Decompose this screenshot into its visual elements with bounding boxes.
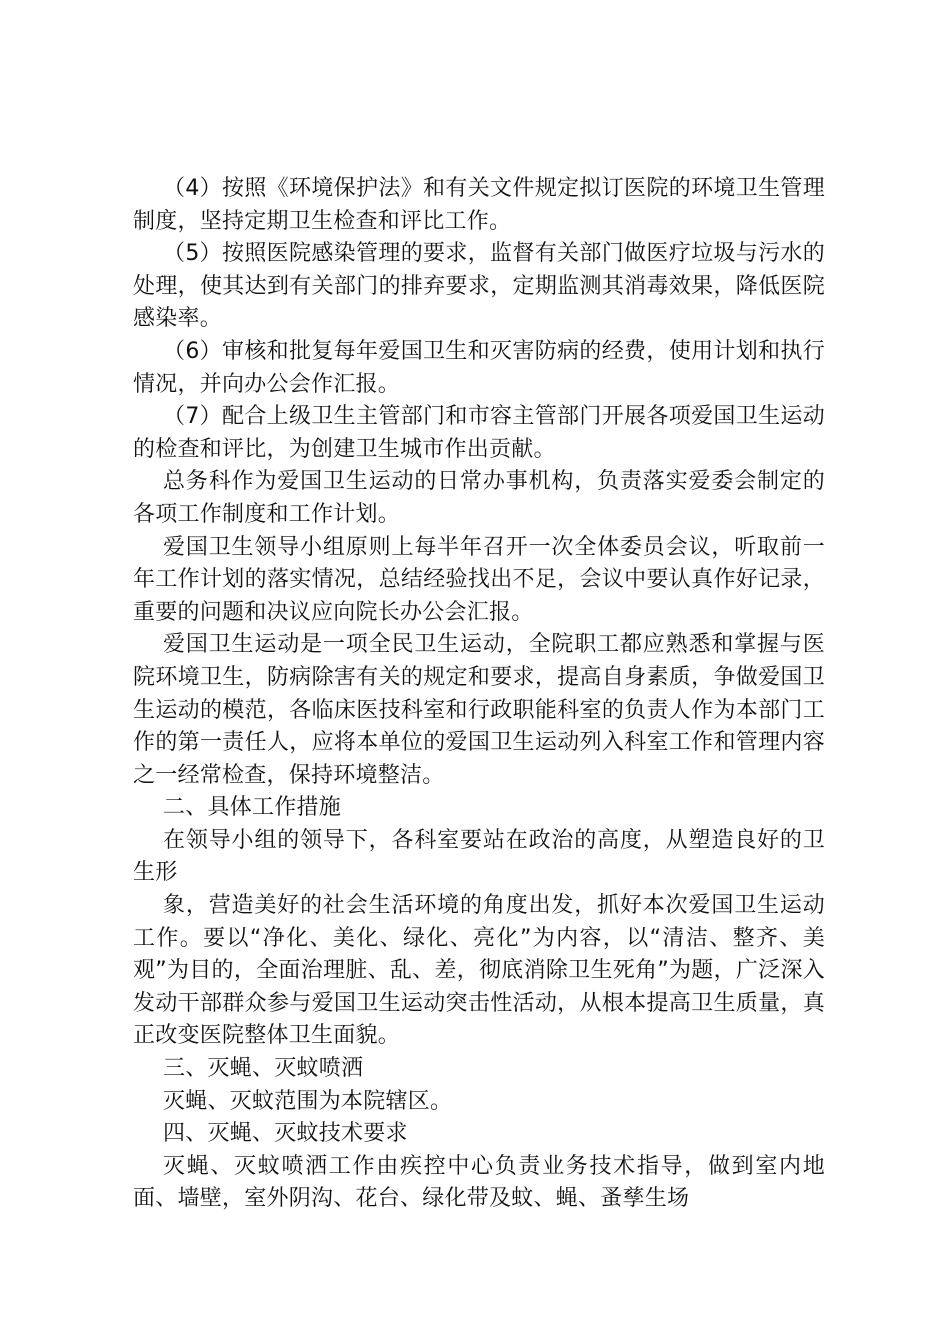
clause-7-paragraph: （7）配合上级卫生主管部门和市容主管部门开展各项爱国卫生运动的检查和评比，为创建卫生城市作出贡献。 <box>133 404 825 462</box>
section-2-body-paragraph: 象，营造美好的社会生活环境的角度出发，抓好本次爱国卫生运动工作。要以“净化、美化、绿化、亮化”为内容，以“清洁、整齐、美观”为目的，全面治理脏、乱、差，彻底消除卫生死角”为题，广泛深入发动干部群众参与爱国卫生运动突击性活动，从根本提高卫生质量，真正改变医院整体卫生面貌。 <box>133 893 825 1049</box>
clause-5-paragraph: （5）按照医院感染管理的要求，监督有关部门做医疗垃圾与污水的处理，使其达到有关部门的排弃要求，定期监测其消毒效果，降低医院感染率。 <box>133 241 825 332</box>
section-2-intro-paragraph: 在领导小组的领导下，各科室要站在政治的高度，从塑造良好的卫生形 <box>133 827 825 886</box>
general-affairs-paragraph: 总务科作为爱国卫生运动的日常办事机构，负责落实爱委会制定的各项工作制度和工作计划。 <box>133 469 825 527</box>
document-page <box>133 173 825 1216</box>
clause-4-paragraph: （4）按照《环境保护法》和有关文件规定拟订医院的环境卫生管理制度，坚持定期卫生检查和评比工作。 <box>133 176 825 234</box>
section-3-body-paragraph: 灭蝇、灭蚊范围为本院辖区。 <box>163 1088 453 1114</box>
section-4-heading: 四、灭蝇、灭蚊技术要求 <box>163 1121 408 1147</box>
clause-6-paragraph: （6）审核和批复每年爱国卫生和灭害防病的经费，使用计划和执行情况，并向办公会作汇报。 <box>133 338 825 397</box>
section-4-body-paragraph: 灭蝇、灭蚊喷洒工作由疾控中心负责业务技术指导，做到室内地面、墙壁，室外阴沟、花台、绿化带及蚊、蝇、蚤孳生场 <box>133 1153 825 1212</box>
campaign-responsibility-paragraph: 爱国卫生运动是一项全民卫生运动，全院职工都应熟悉和掌握与医院环境卫生，防病除害有关的规定和要求，提高自身素质，争做爱国卫生运动的模范，各临床医技科室和行政职能科室的负责人作为本部门工作的第一责任人，应将本单位的爱国卫生运动列入科室工作和管理内容之一经常检查，保持环境整洁。 <box>133 632 825 788</box>
leadership-meeting-paragraph: 爱国卫生领导小组原则上每半年召开一次全体委员会议，听取前一年工作计划的落实情况，总结经验找出不足，会议中要认真作好记录，重要的问题和决议应向院长办公会汇报。 <box>133 534 825 625</box>
section-2-heading: 二、具体工作措施 <box>163 795 342 821</box>
section-3-heading: 三、灭蝇、灭蚊喷洒 <box>163 1056 364 1082</box>
